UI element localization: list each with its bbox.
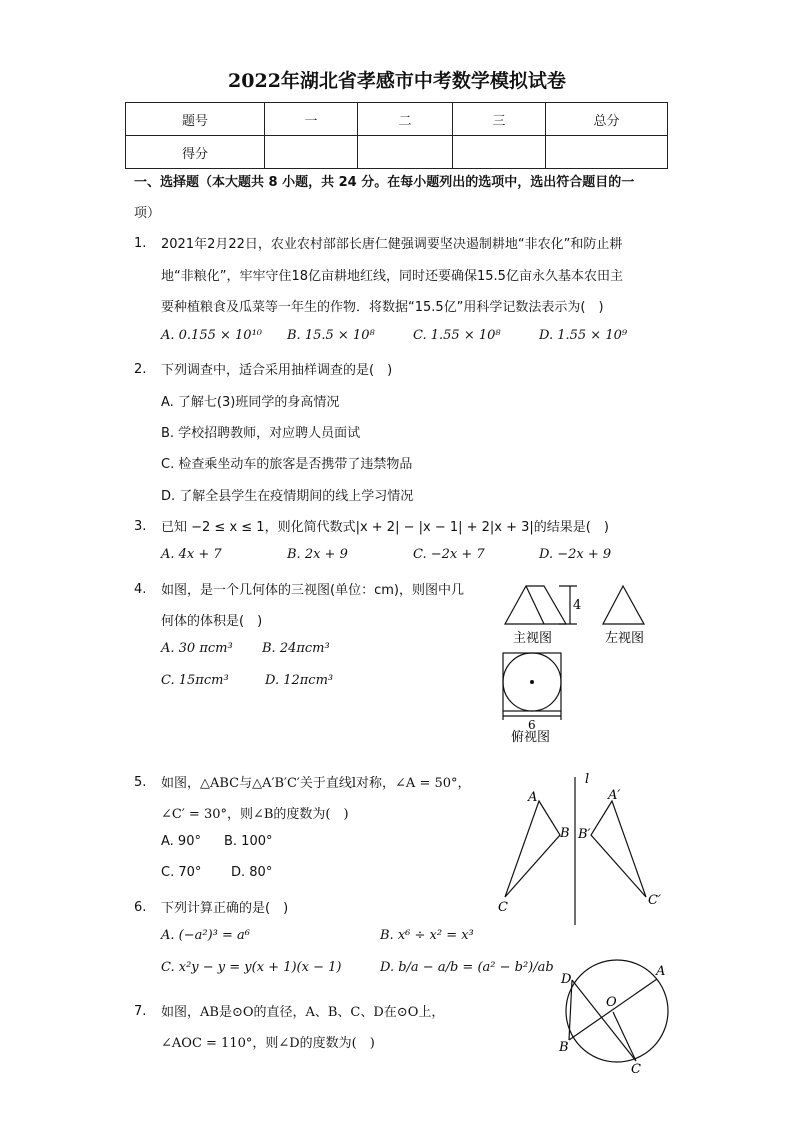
point-label-b: B (559, 1040, 569, 1055)
axis-label-l: l (585, 772, 590, 787)
table-cell (546, 136, 668, 169)
point-label-d: D (561, 972, 572, 987)
table-cell (453, 136, 546, 169)
question-number: 4. (134, 582, 147, 597)
question-text: 下列调查中，适合采用抽样调查的是( ) (161, 363, 393, 378)
option-b: B. 24πcm³ (262, 641, 330, 656)
question-number: 2. (134, 362, 147, 377)
point-label-b-prime: B′ (578, 827, 591, 842)
paper-title: 2022年湖北省孝感市中考数学模拟试卷 (228, 70, 566, 92)
option-d: D. 12πcm³ (265, 673, 334, 688)
question-number: 5. (134, 775, 147, 790)
table-cell: 三 (453, 103, 546, 136)
option-c: C. 1.55 × 10⁸ (413, 328, 501, 343)
question-number: 6. (134, 900, 147, 915)
option-c: C. 70° (161, 865, 202, 880)
left-view-label: 左视图 (605, 631, 645, 646)
question-text: 地“非粮化”，牢牢守住18亿亩耕地红线，同时还要确保15.5亿亩永久基本农田主 (161, 269, 623, 284)
option-d: D. −2x + 9 (539, 547, 612, 562)
option-a: A. 30 πcm³ (161, 641, 233, 656)
option-d: D. b/a − a/b = (a² − b²)/ab (380, 960, 554, 975)
option-d: D. 了解全县学生在疫情期间的线上学习情况 (161, 489, 414, 504)
question-text: 下列计算正确的是( ) (161, 901, 289, 916)
point-label-c: C (498, 900, 508, 915)
point-label-c: C (631, 1062, 641, 1077)
question-text: 要种植粮食及瓜菜等一年生的作物．将数据“15.5亿”用科学记数法表示为( ) (161, 300, 604, 315)
table-cell: 一 (265, 103, 358, 136)
question-text: 如图，AB是⊙O的直径，A、B、C、D在⊙O上， (161, 1005, 445, 1020)
chord-dc (572, 980, 636, 1061)
question-text: 如图，△ABC与△A′B′C′关于直线l对称，∠A = 50°， (161, 776, 471, 791)
circle-figure (552, 955, 677, 1080)
triangle-abc (505, 801, 560, 897)
option-d: D. 80° (231, 865, 273, 880)
option-a: A. 4x + 7 (161, 547, 222, 562)
option-c: C. x²y − y = y(x + 1)(x − 1) (161, 960, 342, 975)
table-row (126, 103, 668, 136)
table-row (126, 136, 668, 169)
option-a: A. (−a²)³ = a⁶ (161, 928, 250, 943)
point-label-a-prime: A′ (608, 788, 621, 803)
table-cell (358, 136, 453, 169)
question-text: 如图，是一个几何体的三视图(单位：cm)，则图中几 (161, 583, 464, 598)
question-text: ∠AOC = 110°，则∠D的度数为( ) (161, 1036, 375, 1051)
question-text: ∠C′ = 30°，则∠B的度数为( ) (161, 807, 349, 822)
option-a: A. 了解七(3)班同学的身高情况 (161, 395, 340, 410)
left-view-triangle (603, 586, 644, 624)
table-cell: 总分 (546, 103, 668, 136)
option-d: D. 1.55 × 10⁹ (539, 328, 628, 343)
front-view-edge (526, 586, 544, 624)
question-text: 已知 −2 ≤ x ≤ 1，则化简代数式|x + 2| − |x − 1| + 2|x + 3|的结果是( ) (161, 520, 609, 535)
question-text: 何体的体积是( ) (161, 614, 263, 629)
option-c: C. 15πcm³ (161, 673, 229, 688)
point-label-c-prime: C′ (648, 893, 661, 908)
option-c: C. 检查乘坐动车的旅客是否携带了违禁物品 (161, 457, 413, 472)
question-number: 7. (134, 1004, 147, 1019)
question-number: 1. (134, 236, 147, 251)
table-cell: 二 (358, 103, 453, 136)
width-label: 6 (528, 718, 536, 732)
table-cell: 题号 (126, 103, 265, 136)
option-b: B. 100° (224, 834, 273, 849)
front-view-label: 主视图 (513, 631, 553, 646)
option-b: B. 15.5 × 10⁸ (287, 328, 375, 343)
option-c: C. −2x + 7 (413, 547, 485, 562)
section-heading: 一、选择题（本大题共 8 小题，共 24 分。在每小题列出的选项中，选出符合题目的一 (134, 175, 635, 190)
option-a: A. 0.155 × 10¹⁰ (161, 328, 262, 343)
triangle-a2b2c2 (591, 801, 646, 897)
height-label: 4 (573, 598, 582, 613)
point-label-a: A (528, 790, 538, 805)
center-point (530, 680, 534, 684)
question-text: 2021年2月22日，农业农村部部长唐仁健强调要坚决遏制耕地“非农化”和防止耕 (161, 237, 623, 252)
three-view-figure (495, 580, 665, 745)
table-cell: 得分 (126, 136, 265, 169)
point-label-a: A (656, 964, 666, 979)
center-label-o: O (606, 995, 617, 1010)
symmetry-figure (490, 765, 670, 930)
option-b: B. 2x + 9 (287, 547, 348, 562)
point-label-b: B (560, 826, 570, 841)
table-cell (265, 136, 358, 169)
question-number: 3. (134, 519, 147, 534)
option-b: B. 学校招聘教师，对应聘人员面试 (161, 426, 361, 441)
score-table (125, 102, 668, 169)
top-view-label: 俯视图 (511, 730, 551, 745)
circle-o (566, 960, 668, 1062)
option-b: B. x⁶ ÷ x² = x³ (380, 928, 474, 943)
section-heading-cont: 项） (134, 206, 161, 221)
option-a: A. 90° (161, 834, 201, 849)
